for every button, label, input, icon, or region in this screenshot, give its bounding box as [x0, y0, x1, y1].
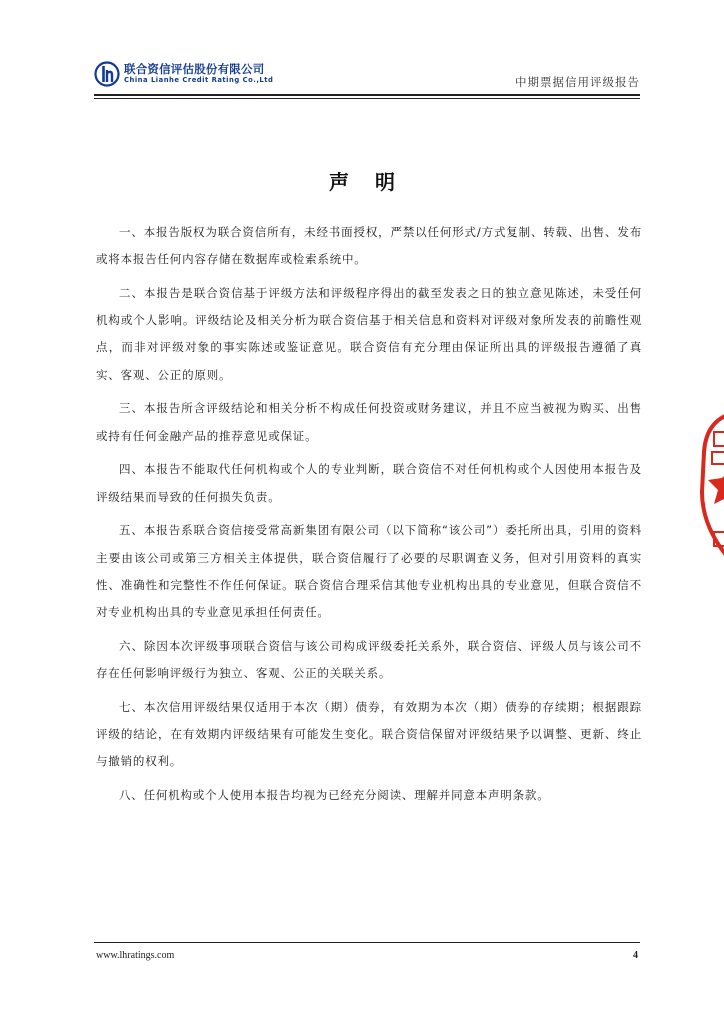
declaration-paragraph-2: 二、本报告是联合资信基于评级方法和评级程序得出的截至发表之日的独立意见陈述，未受任何机构或个人影响。评级结论及相关分析为联合资信基于相关信息和资料对评级对象所发表的前瞻性观点，而非对评级对象的事实陈述或鉴证意见。联合资信有充分理由保证所出具的评级报告遵循了真实、客观、公正的原则。 [96, 286, 642, 382]
page-number: 4 [633, 950, 638, 961]
company-seal-stamp [700, 412, 724, 562]
footer-website-link[interactable]: www.lhratings.com [96, 950, 175, 961]
declaration-body [96, 219, 642, 816]
declaration-paragraph-5: 五、本报告系联合资信接受常高新集团有限公司（以下简称“该公司”）委托所出具，引用的资料主要由该公司或第三方相关主体提供，联合资信履行了必要的尽职调查义务，但对引用资料的真实性、准确性和完整性不作任何保证。联合资信合理采信其他专业机构出具的专业意见，但联合资信不对专业机构出具的专业意见承担任何责任。 [96, 523, 642, 620]
company-logo [94, 61, 274, 91]
declaration-paragraph-1: 一、本报告版权为联合资信所有，未经书面授权，严禁以任何形式/方式复制、转载、出售、发布或将本报告任何内容存储在数据库或检索系统中。 [96, 225, 642, 267]
declaration-paragraph-3: 三、本报告所含评级结论和相关分析不构成任何投资或财务建议，并且不应当被视为购买、出售或持有任何金融产品的推荐意见或保证。 [96, 401, 642, 443]
company-name-en: China Lianhe Credit Rating Co.,Ltd [124, 76, 274, 84]
footer-divider [94, 942, 640, 943]
declaration-paragraph-4: 四、本报告不能取代任何机构或个人的专业判断，联合资信不对任何机构或个人因使用本报告及评级结果而导致的任何损失负责。 [96, 462, 642, 504]
header-divider [94, 94, 640, 96]
header-divider-thin [94, 98, 640, 99]
company-name-cn: 联合资信评估股份有限公司 [124, 62, 265, 76]
declaration-paragraph-7: 七、本次信用评级结果仅适用于本次（期）债券，有效期为本次（期）债券的存续期；根据跟踪评级的结论，在有效期内评级结果有可能发生变化。联合资信保留对评级结果予以调整、更新、终止与撤销的权利。 [96, 699, 642, 769]
declaration-paragraph-6: 六、除因本次评级事项联合资信与该公司构成评级委托关系外，联合资信、评级人员与该公司不存在任何影响评级行为独立、客观、公正的关联关系。 [96, 638, 642, 681]
report-type-label: 中期票据信用评级报告 [515, 75, 640, 89]
declaration-paragraph-8: 八、任何机构或个人使用本报告均视为已经充分阅读、理解并同意本声明条款。 [119, 788, 550, 803]
lianhe-logo-icon [94, 61, 120, 87]
page-title: 声明 [329, 170, 421, 194]
